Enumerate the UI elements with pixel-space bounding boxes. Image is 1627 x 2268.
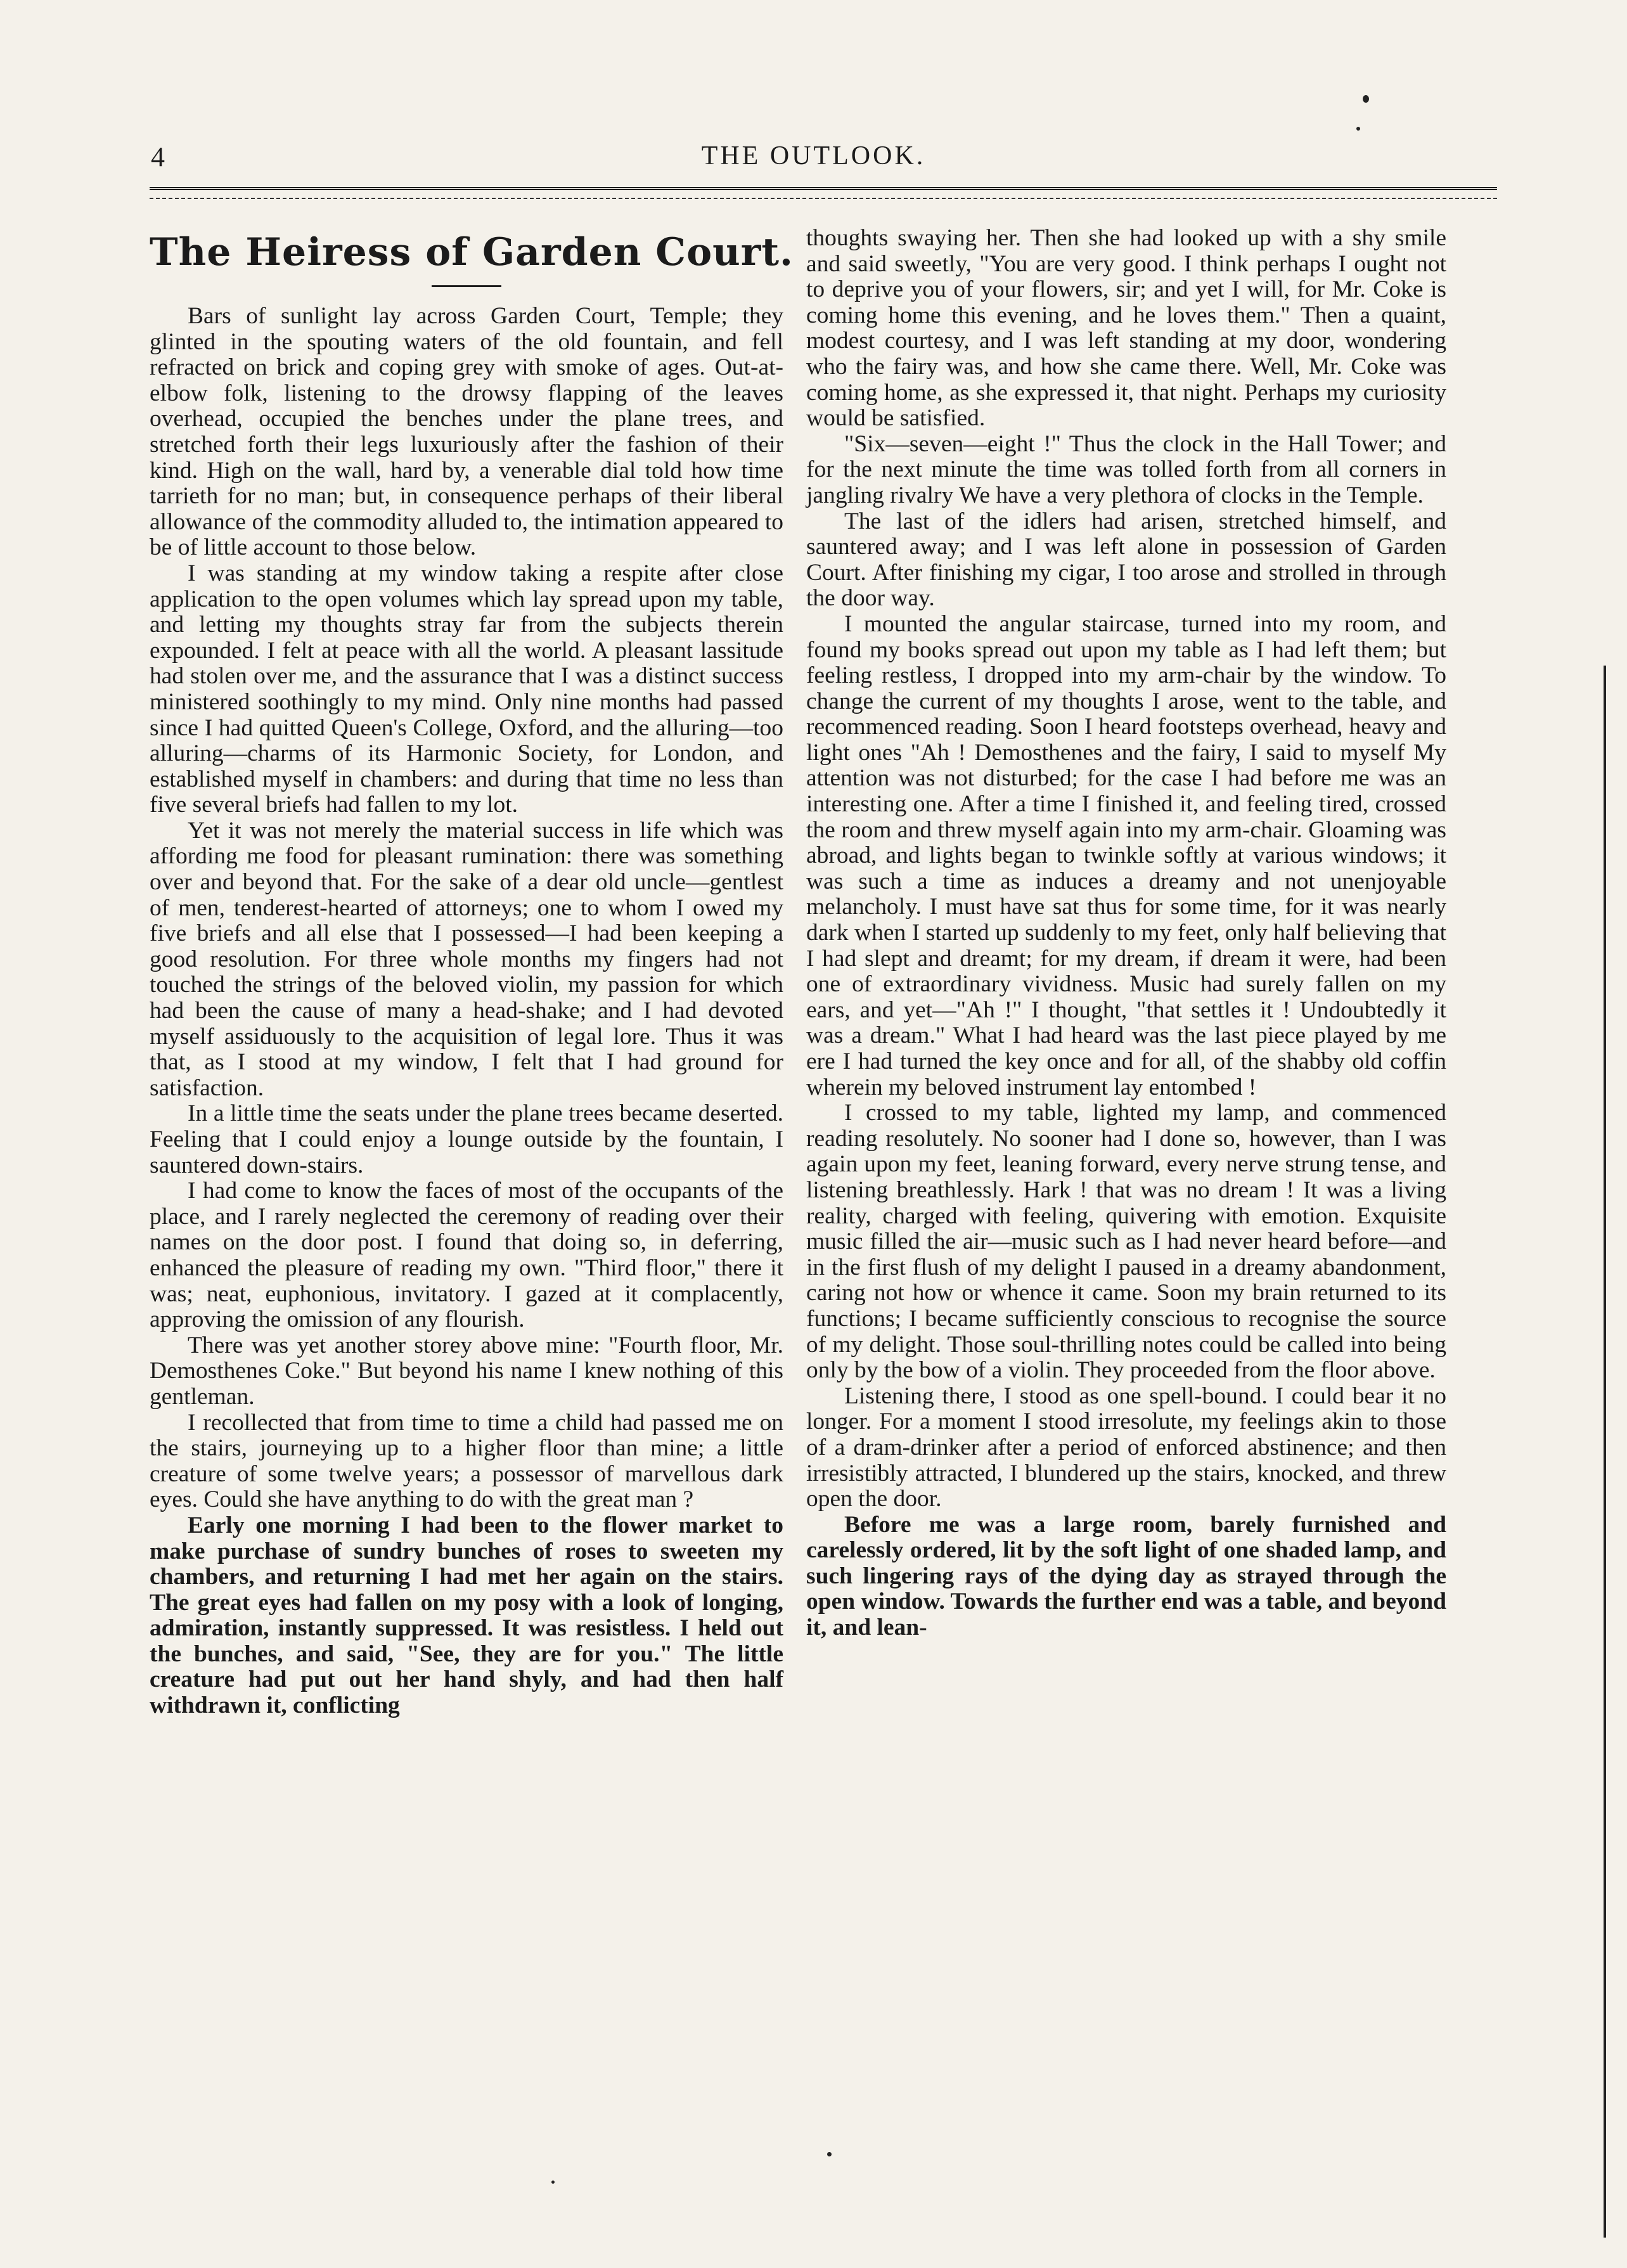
right-column (806, 226, 1446, 1641)
article-paragraph: The last of the idlers had arisen, stretched himself, and sauntered away; and I was left alone in possession of Garden Court. After finishing my cigar, I too arose and strolled in through the door way. (806, 508, 1446, 612)
title-rule (432, 285, 501, 287)
publication-title: THE OUTLOOK. (701, 141, 926, 171)
article-paragraph: thoughts swaying her. Then she had looked up with a shy smile and said sweetly, "You are very good. I think perhaps I ought not to deprive you of your flowers, sir; and yet I will, for Mr. Coke is coming home this evening, and he loves them." Then a quaint, modest courtesy, and I was left standing at my door, wondering who the fairy was, and how she came there. Well, Mr. Coke was coming home, as she expressed it, that night. Perhaps my curiosity would be satisfied. (806, 225, 1446, 432)
article-paragraph: I mounted the angular staircase, turned into my room, and found my books spread out upon my table as I had left them; but feeling restless, I dropped into my arm-chair by the window. To change the current of my thoughts I arose, went to the table, and recommenced reading. Soon I heard footsteps overhead, heavy and light ones "Ah ! Demosthenes and the fairy, I said to myself My attention was not disturbed; for the case I had before me was an interesting one. After a time I finished it, and feeling tired, crossed the room and threw myself again into my arm-chair. Gloaming was abroad, and lights began to twinkle softly at various windows; it was such a time as induces a dreamy and not unenjoyable melancholy. I must have sat thus for some time, for it was nearly dark when I started up suddenly to my feet, only half believing that I had slept and dreamt; for my dream, if dream it were, had been one of extraordinary vividness. Music had surely fallen on my ears, and yet—"Ah !" I thought, "that settles it ! Undoubtedly it was a dream." What I had heard was the last piece played by me ere I had turned the key once and for all, of the shabby old coffin wherein my beloved instrument lay entombed ! (806, 610, 1446, 1100)
article-paragraph: Early one morning I had been to the flower market to make purchase of sundry bunches of roses to sweeten my chambers, and returning I had met her again on the stairs. The great eyes had fallen on my posy with a look of longing, admiration, instantly suppressed. It was resistless. I held out the bunches, and said, "See, they are for you." The little creature had put out her hand shyly, and had then half withdrawn it, conflicting (150, 1512, 783, 1719)
article-paragraph: I crossed to my table, lighted my lamp, and commenced reading resolutely. No sooner had I done so, however, than I was again upon my feet, leaning forward, every nerve strung tense, and listening breathlessly. Hark ! that was no dream ! It was a living reality, charged with feeling, quivering with emotion. Exquisite music filled the air—music such as I had never heard before—and in the first flush of my delight I paused in a dreamy abandonment, caring not how or whence it came. Soon my brain returned to its functions; I became sufficiently conscious to recognise the source of my delight. Those soul-thrilling notes could be called into being only by the bow of a violin. They proceeded from the floor above. (806, 1100, 1446, 1384)
article-paragraph: Before me was a large room, barely furnished and carelessly ordered, lit by the soft light of one shaded lamp, and such lingering rays of the dying day as strayed through the open window. Towards the further end was a table, and beyond it, and lean- (806, 1511, 1446, 1641)
article-paragraph: I had come to know the faces of most of the occupants of the place, and I rarely neglected the ceremony of reading over their names on the door post. I found that doing so, in deferring, enhanced the pleasure of reading my own. "Third floor," there it was; neat, euphonious, invitatory. I gazed at it complacently, approving the omission of any flourish. (150, 1178, 783, 1333)
article-paragraph: Bars of sunlight lay across Garden Court, Temple; they glinted in the spouting waters of the old fountain, and fell refracted on brick and coping grey with smoke of ages. Out-at-elbow folk, listening to the drowsy flapping of the leaves overhead, occupied the benches under the plane trees, and stretched forth their legs luxuriously after the fashion of their kind. High on the wall, hard by, a venerable dial told how time tarrieth for no man; but, in consequence perhaps of their liberal allowance of the commodity alluded to, the intimation appeared to be of little account to those below. (150, 303, 783, 561)
article-paragraph: I was standing at my window taking a respite after close application to the open volumes which lay spread upon my table, and letting my thoughts stray far from the subjects therein expounded. I felt at peace with all the world. A pleasant lassitude had stolen over me, and the assurance that I was a distinct success ministered soothingly to my mind. Only nine months had passed since I had quitted Queen's College, Oxford, and the alluring—too alluring—charms of its Harmonic Society, for London, and established myself in chambers: and during that time no less than five several briefs had fallen to my lot. (150, 560, 783, 818)
print-speck (1363, 95, 1369, 103)
page-number: 4 (151, 141, 165, 172)
left-column (150, 228, 794, 1719)
print-speck (551, 2181, 555, 2184)
page-edge-rule (1604, 666, 1606, 2238)
article-paragraph: There was yet another storey above mine: "Fourth floor, Mr. Demosthenes Coke." But beyond his name I knew nothing of this gentleman. (150, 1332, 783, 1410)
article-paragraph: Listening there, I stood as one spell-bound. I could bear it no longer. For a moment I stood irresolute, my feelings akin to those of a dram-drinker after a period of enforced abstinence; and then irresistibly attracted, I blundered up the stairs, knocked, and threw open the door. (806, 1382, 1446, 1512)
article-paragraph: "Six—seven—eight !" Thus the clock in the Hall Tower; and for the next minute the time was tolled forth from all corners in jangling rivalry We have a very plethora of clocks in the Temple. (806, 430, 1446, 508)
article-paragraph: In a little time the seats under the plane trees became deserted. Feeling that I could enjoy a lounge outside by the fountain, I sauntered down-stairs. (150, 1100, 783, 1178)
header-rule (150, 187, 1497, 190)
header-dashed-rule (150, 198, 1497, 199)
article-title: The Heiress of Garden Court. (150, 230, 794, 274)
article-paragraph: Yet it was not merely the material success in life which was affording me food for pleasant rumination: there was something over and beyond that. For the sake of a dear old uncle—gentlest of men, tenderest-hearted of attorneys; one to whom I owed my five briefs and all else that I possessed—I had been keeping a good resolution. For three whole months my fingers had not touched the strings of the beloved violin, my passion for which had been the cause of many a head-shake; and I had devoted myself assiduously to the acquisition of legal lore. Thus it was that, as I stood at my window, I felt that I had ground for satisfaction. (150, 817, 783, 1101)
article-paragraph: I recollected that from time to time a child had passed me on the stairs, journeying up to a higher floor than mine; a little creature of some twelve years; a possessor of marvellous dark eyes. Could she have anything to do with the great man ? (150, 1409, 783, 1513)
print-speck (1356, 127, 1360, 131)
print-speck (827, 2152, 832, 2156)
